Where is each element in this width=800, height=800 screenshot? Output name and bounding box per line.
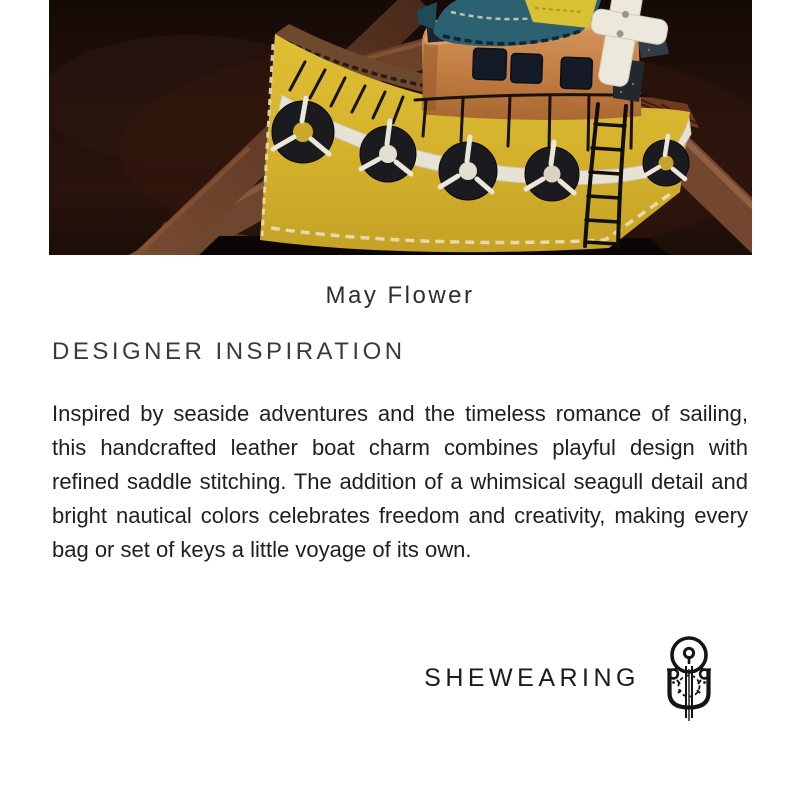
brand-lockup	[0, 633, 800, 723]
cabin-window	[511, 53, 543, 83]
shewearing-logo-icon	[666, 633, 712, 723]
cabin-window	[473, 48, 507, 80]
cabin-window	[560, 57, 592, 89]
section-body: Inspired by seaside adventures and the timeless romance of sailing, this handcrafted leather boat charm combines playful design with refined saddle stitching. The addition of a whimsical seagull detail and bright nautical colors celebrates freedom and creativity, making every bag or set of keys a little voyage of its own.	[52, 401, 748, 562]
product-photo	[49, 0, 752, 255]
product-name-caption: May Flower	[325, 282, 475, 309]
brand-name: SHEWEARING	[424, 663, 640, 692]
section-heading: DESIGNER INSPIRATION	[52, 338, 406, 365]
boat-charm-photo-illustration	[49, 0, 752, 255]
